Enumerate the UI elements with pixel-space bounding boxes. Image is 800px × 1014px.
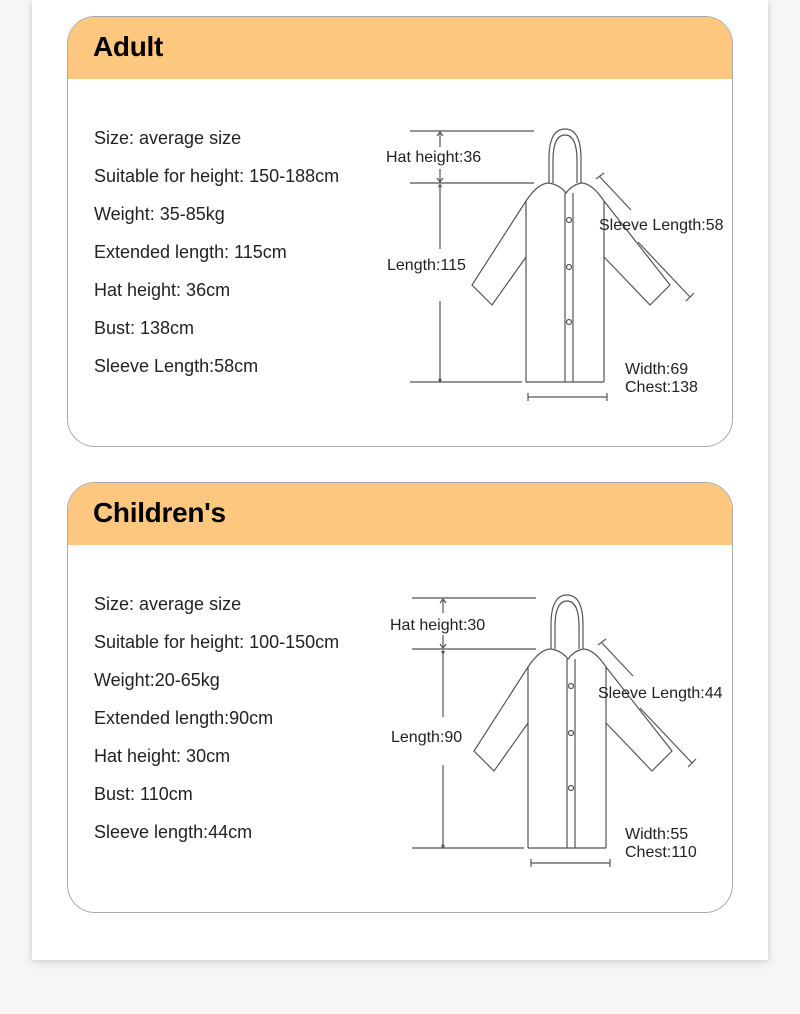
children-size-card: [67, 482, 733, 913]
length-label: Length:115: [387, 257, 466, 274]
spec-extended-length: Extended length: 115cm: [94, 242, 287, 262]
spec-sleeve-length: Sleeve length:44cm: [94, 822, 253, 842]
spec-hat-height: Hat height: 36cm: [94, 280, 231, 300]
spec-height: Suitable for height: 100-150cm: [94, 632, 340, 652]
spec-extended-length: Extended length:90cm: [94, 708, 274, 728]
spec-size: Size: average size: [94, 594, 242, 614]
hat-height-label: Hat height:30: [390, 617, 486, 634]
raincoat-diagram: [378, 583, 733, 893]
spec-list: [94, 127, 339, 393]
hat-height-label: Hat height:36: [386, 149, 482, 166]
spec-weight: Weight: 35-85kg: [94, 204, 225, 224]
spec-height: Suitable for height: 150-188cm: [94, 166, 340, 186]
spec-size: Size: average size: [94, 128, 242, 148]
spec-sleeve-length: Sleeve Length:58cm: [94, 356, 259, 376]
adult-size-card: [67, 16, 733, 447]
chest-label: Chest:110: [625, 844, 697, 861]
spec-list: [94, 593, 339, 859]
spec-bust: Bust: 110cm: [94, 784, 193, 804]
card-title: Adult: [93, 31, 164, 62]
length-label: Length:90: [391, 729, 463, 746]
spec-hat-height: Hat height: 30cm: [94, 746, 231, 766]
chest-label: Chest:138: [625, 379, 698, 396]
width-label: Width:55: [625, 826, 689, 843]
card-title: Children's: [93, 497, 226, 528]
sleeve-length-label: Sleeve Length:44: [598, 685, 723, 702]
spec-weight: Weight:20-65kg: [94, 670, 220, 690]
spec-bust: Bust: 138cm: [94, 318, 195, 338]
sleeve-length-label: Sleeve Length:58: [599, 217, 724, 234]
width-label: Width:69: [625, 361, 689, 378]
raincoat-diagram: [378, 117, 733, 427]
card-header: [68, 483, 732, 545]
card-header: [68, 17, 732, 79]
